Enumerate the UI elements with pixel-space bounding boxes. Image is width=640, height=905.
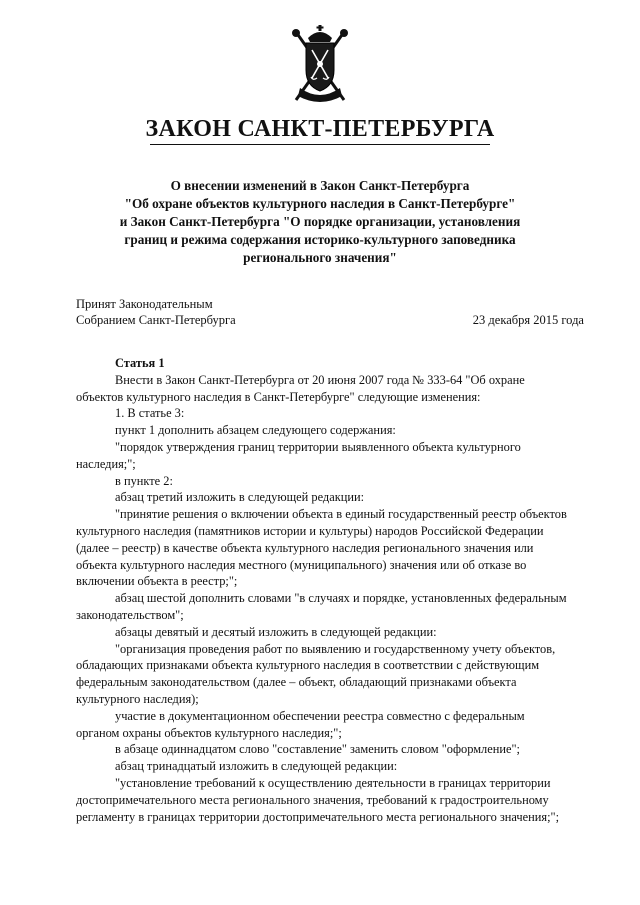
subject-line: и Закон Санкт-Петербурга "О порядке организации, установления [119, 214, 521, 229]
paragraph-line: включении объекта в реестр;"; [76, 574, 238, 589]
paragraph-line: Внести в Закон Санкт-Петербурга от 20 июня 2007 года № 333-64 "Об охране [115, 372, 525, 387]
paragraph-line: абзац шестой дополнить словами "в случаях и порядке, установленных федеральным [115, 591, 567, 606]
paragraph-line: в абзаце одиннадцатом слово "составление" заменить словом "оформление"; [115, 742, 520, 757]
paragraph-line: участие в документационном обеспечении реестра совместно с федеральным [115, 708, 525, 723]
paragraph-line: регламенту в границах территории достопримечательного места регионального значения;"; [76, 809, 560, 824]
paragraph-line: "порядок утверждения границ территории выявленного объекта культурного [115, 439, 521, 454]
paragraph-line: обладающих признаками объекта культурного наследия в соответствии с действующим [76, 658, 540, 673]
title-underline [150, 144, 490, 145]
paragraph-line: (далее – реестр) в качестве объекта культурного наследия регионального значения или [76, 540, 534, 555]
paragraph-line: абзац третий изложить в следующей редакции: [115, 490, 365, 505]
subject-line: границ и режима содержания историко-культурного заповедника [124, 232, 516, 247]
paragraph-line: "принятие решения о включении объекта в единый государственный реестр объектов [115, 507, 567, 522]
paragraph-line: наследия;"; [76, 456, 136, 471]
paragraph-line: "установление требований к осуществлению деятельности в границах территории [115, 775, 551, 790]
subject-line: О внесении изменений в Закон Санкт-Петербурга [170, 178, 470, 193]
paragraph-line: органом охраны объектов культурного наследия;"; [76, 725, 342, 740]
paragraph-line: федеральным законодательством (далее – объект, обладающий признаками объекта [76, 675, 517, 690]
article-body [76, 355, 584, 825]
paragraph-line: абзац тринадцатый изложить в следующей редакции: [115, 759, 398, 774]
adopted-line: Собранием Санкт-Петербурга [76, 313, 236, 327]
law-subject [60, 177, 580, 267]
coat-of-arms-icon [290, 24, 350, 106]
article-heading: Статья 1 [115, 356, 165, 370]
paragraph-line: 1. В статье 3: [115, 406, 185, 421]
paragraph-line: пункт 1 дополнить абзацем следующего содержания: [115, 423, 396, 438]
adopted-line: Принят Законодательным [76, 297, 213, 311]
paragraph-line: достопримечательного места регионального значения, требований к градостроительному [76, 792, 549, 807]
paragraph-line: культурного наследия); [76, 691, 199, 706]
paragraph-line: культурного наследия (памятников истории и культуры) народов Российской Федерации [76, 523, 544, 538]
adopted-by [76, 296, 236, 328]
paragraph-line: в пункте 2: [115, 473, 173, 488]
paragraph-line: объекта культурного наследия местного (муниципального) значения или об отказе во [76, 557, 527, 572]
paragraph-line: "организация проведения работ по выявлению и государственному учету объектов, [115, 641, 556, 656]
paragraph-line: объектов культурного наследия в Санкт-Петербурге" следующие изменения: [76, 389, 481, 404]
subject-line: регионального значения" [243, 250, 397, 265]
subject-line: "Об охране объектов культурного наследия в Санкт-Петербурге" [124, 196, 516, 211]
law-title: ЗАКОН САНКТ-ПЕТЕРБУРГА [145, 116, 495, 142]
paragraph-line: законодательством"; [76, 607, 184, 622]
paragraph-line: абзацы девятый и десятый изложить в следующей редакции: [115, 624, 437, 639]
adoption-date: 23 декабря 2015 года [472, 313, 584, 327]
